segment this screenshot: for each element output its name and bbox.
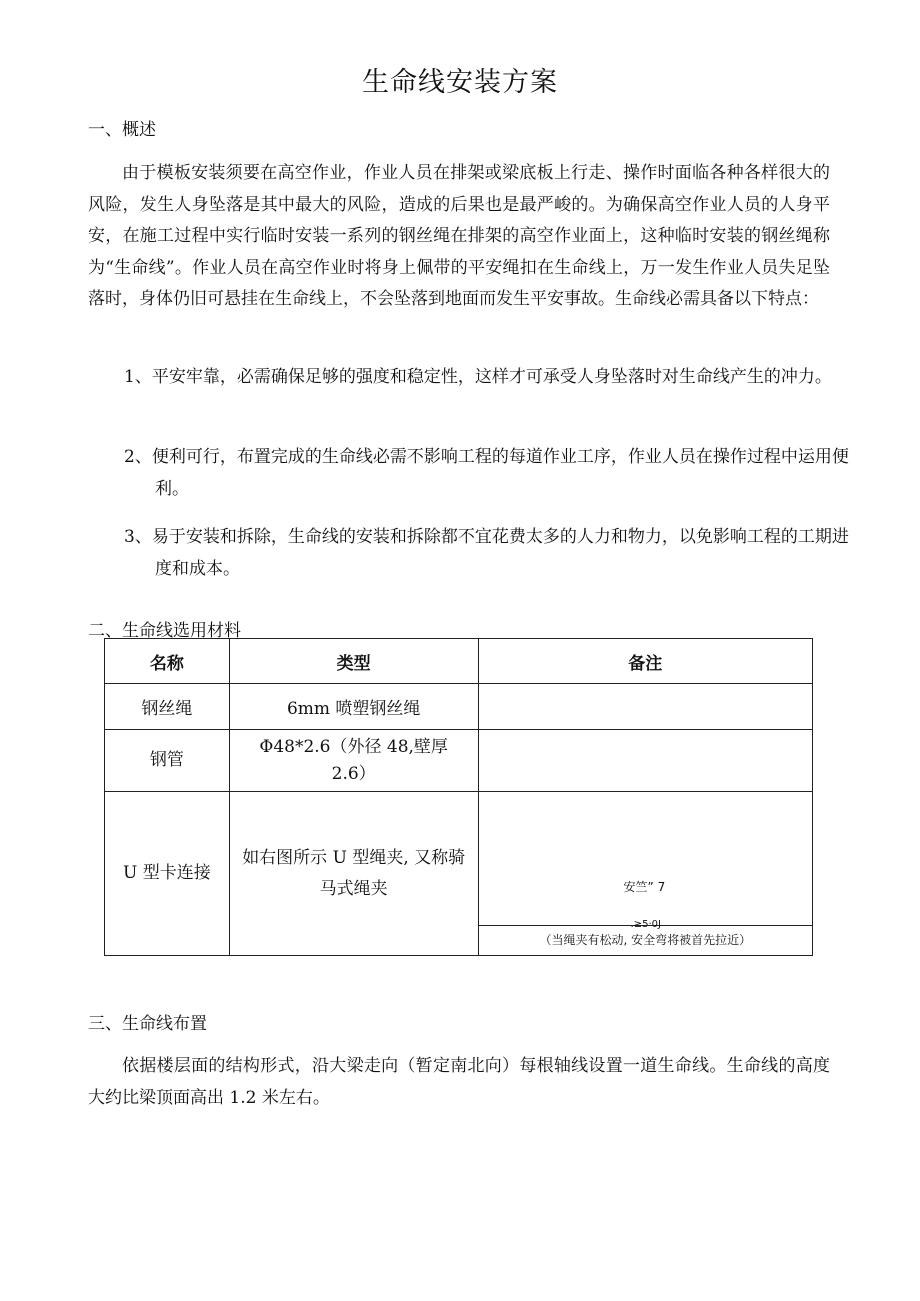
header-name: 名称: [105, 639, 230, 684]
cell-name: 钢管: [105, 730, 230, 792]
figure-label: 安竺” 7: [623, 880, 666, 894]
figure-caption: （当绳夹有松动, 安全弯将被首先拉近）: [479, 925, 812, 955]
cell-name: U 型卡连接: [105, 792, 230, 956]
cell-type: 如右图所示 U 型绳夹, 又称骑马式绳夹: [229, 792, 478, 956]
cell-name: 钢丝绳: [105, 684, 230, 730]
feature-item-3: 3、易于安装和拆除，生命线的安装和拆除都不宜花费太多的人力和物力，以免影响工程的工期进度和成本。: [124, 527, 849, 579]
cell-type: 6mm 喷塑钢丝绳: [229, 684, 478, 730]
table-header-row: [105, 639, 813, 684]
section-heading-materials: 二、生命线选用材料: [88, 621, 241, 641]
cell-note: [478, 730, 812, 792]
u-clamp-figure: [479, 792, 812, 930]
cell-note-figure: [478, 792, 812, 956]
cell-type: Φ48*2.6（外径 48,壁厚 2.6）: [229, 730, 478, 792]
table-row: [105, 792, 813, 956]
table-row: [105, 730, 813, 792]
table-row: [105, 684, 813, 730]
section-heading-layout: 三、生命线布置: [88, 1014, 207, 1034]
section-heading-overview: 一、概述: [88, 120, 156, 140]
document-title: 生命线安装方案: [362, 67, 558, 98]
feature-item-1: 1、平安牢靠，必需确保足够的强度和稳定性，这样才可承受人身坠落时对生命线产生的冲力。: [124, 367, 832, 387]
cell-note: [478, 684, 812, 730]
overview-paragraph: 由于模板安装须要在高空作业，作业人员在排架或梁底板上行走、操作时面临各种各样很大的风险，发生人身坠落是其中最大的风险，造成的后果也是最严峻的。为确保高空作业人员的人身平安，在施工过程中实行临时安装一系列的钢丝绳在排架的高空作业面上，这种临时安装的钢丝绳称为“生命线”。作业人员在高空作业时将身上佩带的平安绳扣在生命线上，万一发生作业人员失足坠落时，身体仍旧可悬挂在生命线上，不会坠落到地面而发生平安事故。生命线必需具备以下特点：: [88, 163, 830, 309]
header-type: 类型: [229, 639, 478, 684]
feature-item-2: 2、便利可行，布置完成的生命线必需不影响工程的每道作业工序，作业人员在操作过程中运用便利。: [124, 447, 849, 499]
materials-table: [104, 638, 813, 956]
layout-paragraph: 依据楼层面的结构形式，沿大梁走向（暂定南北向）每根轴线设置一道生命线。生命线的高度大约比梁顶面高出 1.2 米左右。: [88, 1056, 830, 1108]
header-note: 备注: [478, 639, 812, 684]
figure-label: .≥5·0J: [630, 919, 661, 930]
